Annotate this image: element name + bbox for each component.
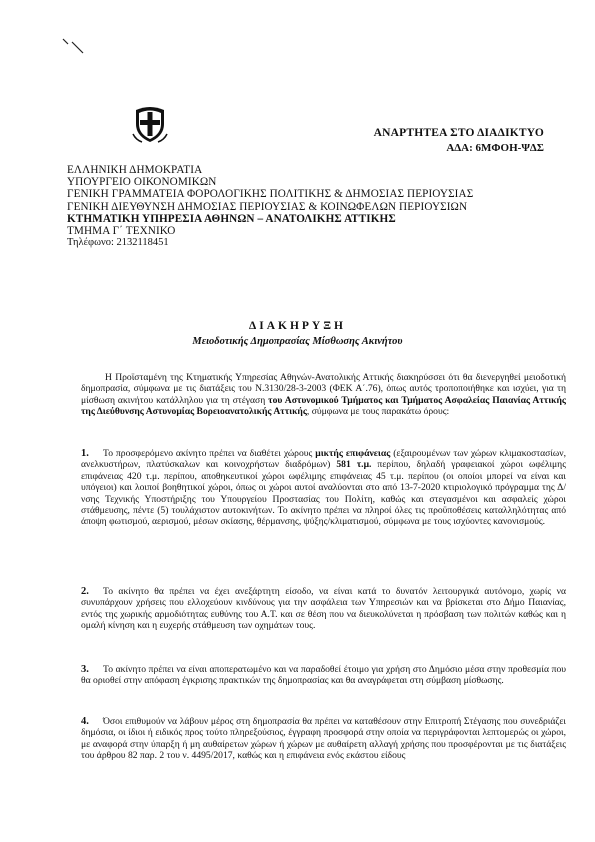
phone-number: Τηλέφωνο: 2132118451 [67,237,169,249]
posted-online-label: ΑΝΑΡΤΗΤΕΑ ΣΤΟ ΔΙΑΔΙΚΤΥΟ [373,127,544,139]
intro-text-1: Η Προϊσταμένη της Κτηματικής Υπηρεσίας Αθηνών-Ανατολικής Αττικής διακηρύσσει ότι θα διενεργηθεί μειοδοτική δημοπρασία, σύμφωνα με τις διατάξεις του Ν.3130/28-3-2003 (ΦΕΚ Α΄.76), όπως αυτός τροποποιήθηκε και ισχύει, για τη μίσθωση ακινήτου κατάλληλου για τη στέγαση [81,372,566,406]
term-bold-text: μικτής επιφάνειας [315,448,391,459]
term-paragraph-3 [81,664,566,687]
term-number: 1. [81,448,89,459]
authority-line-service: ΚΤΗΜΑΤΙΚΗ ΥΠΗΡΕΣΙΑ ΑΘΗΝΩΝ – ΑΝΑΤΟΛΙΚΗΣ ΑΤΤΙΚΗΣ [67,212,396,225]
term-number: 2. [81,586,89,597]
term-text: Το προσφερόμενο ακίνητο πρέπει να διαθέτει χώρους [103,448,316,459]
term-bold-area: 581 τ.μ. [336,459,372,471]
document-title: ΔΙΑΚΗΡΥΞΗ [249,320,346,332]
term-paragraph-1 [81,448,566,528]
term-text: Το ακίνητο θα πρέπει να έχει ανεξάρτητη είσοδο, να είναι κατά το δυνατόν λειτουργικά αυτόνομο, χωρίς να συνυπάρχουν χρήσεις που ελλοχεύουν κινδύνους για την ασφάλεια των Υπηρεσιών και να βρίσκεται στο Δήμο Παιανίας, εντός της χωρικής αρμοδιότητας ευθύνης του Α.Τ. και σε θέση που να διευκολύνεται η πρόσβαση των πολιτών καθώς και η ομαλή κίνηση και η ευχερής στάθμευση των οχημάτων τους. [81,586,566,632]
term-text: περίπου, δηλαδή γραφειακοί χώροι ωφέλιμης επιφάνειας 420 τ.μ. περίπου, αποθηκευτικοί χώροι ωφέλιμης επιφάνειας 45 τ.μ. περίπου (οι οποίοι μπορεί να είναι και υπόγειοι) και λοιποί βοηθητικοί χώροι, όπως οι χώροι αυτοί αναλύονται στο από 13-7-2020 κτιριολογικό πρόγραμμα της Δ/νσης Τεχνικής Υποστήριξης του Υπουργείου Προστασίας του Πολίτη, καθώς και στεγασμένοι και ασφαλείς χώροι στάθμευσης, πέντε (5) τουλάχιστον αυτοκινήτων. Το ακίνητο πρέπει να πληροί όλες τις προϋποθέσεις καταλληλότητας από άποψη φωτισμού, αερισμού, μέσων σκίασης, θέρμανσης, ψύξης/κλιματισμού, σύμφωνα με τους ισχύοντες κανονισμούς. [81,459,566,528]
authority-line-republic: ΕΛΛΗΝΙΚΗ ΔΗΜΟΚΡΑΤΙΑ [67,164,203,176]
authority-line-ministry: ΥΠΟΥΡΓΕΙΟ ΟΙΚΟΝΟΜΙΚΩΝ [67,176,217,189]
term-text: Το ακίνητο πρέπει να είναι αποπερατωμένο και να παραδοθεί έτοιμο για χρήση στο Δημόσιο μέσα στην προθεσμία που θα οριοθεί στην απόφαση έγκρισης πρακτικών της δημοπρασίας και θα αναγράφεται στη σύμβαση μίσθωσης. [81,664,566,687]
posting-info [374,126,544,156]
authority-line-department: ΤΜΗΜΑ Γ΄ ΤΕΧΝΙΚΟ [67,225,176,238]
authority-line-secretariat: ΓΕΝΙΚΗ ΓΡΑΜΜΑΤΕΙΑ ΦΟΡΟΛΟΓΙΚΗΣ ΠΟΛΙΤΙΚΗΣ & ΔΗΜΟΣΙΑΣ ΠΕΡΙΟΥΣΙΑΣ [67,188,474,201]
term-number: 4. [81,716,89,727]
term-paragraph-4 [81,716,566,762]
term-text: Όσοι επιθυμούν να λάβουν μέρος στη δημοπρασία θα πρέπει να καταθέσουν στην Επιτροπή Στέγασης που συνεδριάζει δημόσια, οι ίδιοι ή ειδικός προς τούτο πληρεξούσιος, έγγραφη προσφορά στην οποία να περιγράφονται λεπτομερώς οι χώροι, με αναφορά στην ύπαρξη ή μη αυθαίρετων χώρων ή χώρων με αυθαίρετη αλλαγή χρήσης που προσφέρονται με τις διατάξεις του άρθρου 82 παρ. 2 του ν. 4495/2017, καθώς και η επιφάνεια ενός εκάστου είδους [81,716,566,762]
intro-paragraph [81,372,566,418]
term-number: 3. [81,664,89,675]
authority-line-directorate: ΓΕΝΙΚΗ ΔΙΕΥΘΥΝΣΗ ΔΗΜΟΣΙΑΣ ΠΕΡΙΟΥΣΙΑΣ & ΚΟΙΝΩΦΕΛΩΝ ΠΕΡΙΟΥΣΙΩΝ [67,200,468,213]
intro-text-2: , σύμφωνα με τους παρακάτω όρους: [306,406,450,418]
greek-coat-of-arms-emblem [132,104,168,144]
issuing-authority [67,164,567,249]
scan-mark [62,38,84,54]
intro-bold-beneficiary: του Αστυνομικού Τμήματος και Τμήματος Ασφαλείας Παιανίας Αττικής της Διεύθυνσης Αστυνομίας Βορειοανατολικής Αττικής [81,394,566,418]
ada-code: ΑΔΑ: 6ΜΦΟΗ-ΨΔΣ [446,142,544,154]
document-subtitle: Μειοδοτικής Δημοπρασίας Μίσθωσης Ακινήτου [192,336,403,347]
term-text: (εξαιρουμένων των χώρων κλιμακοστασίων, ανελκυστήρων, πλατύσκαλων και κοινοχρήστων διαδρόμων) [81,448,566,471]
term-paragraph-2 [81,586,566,632]
